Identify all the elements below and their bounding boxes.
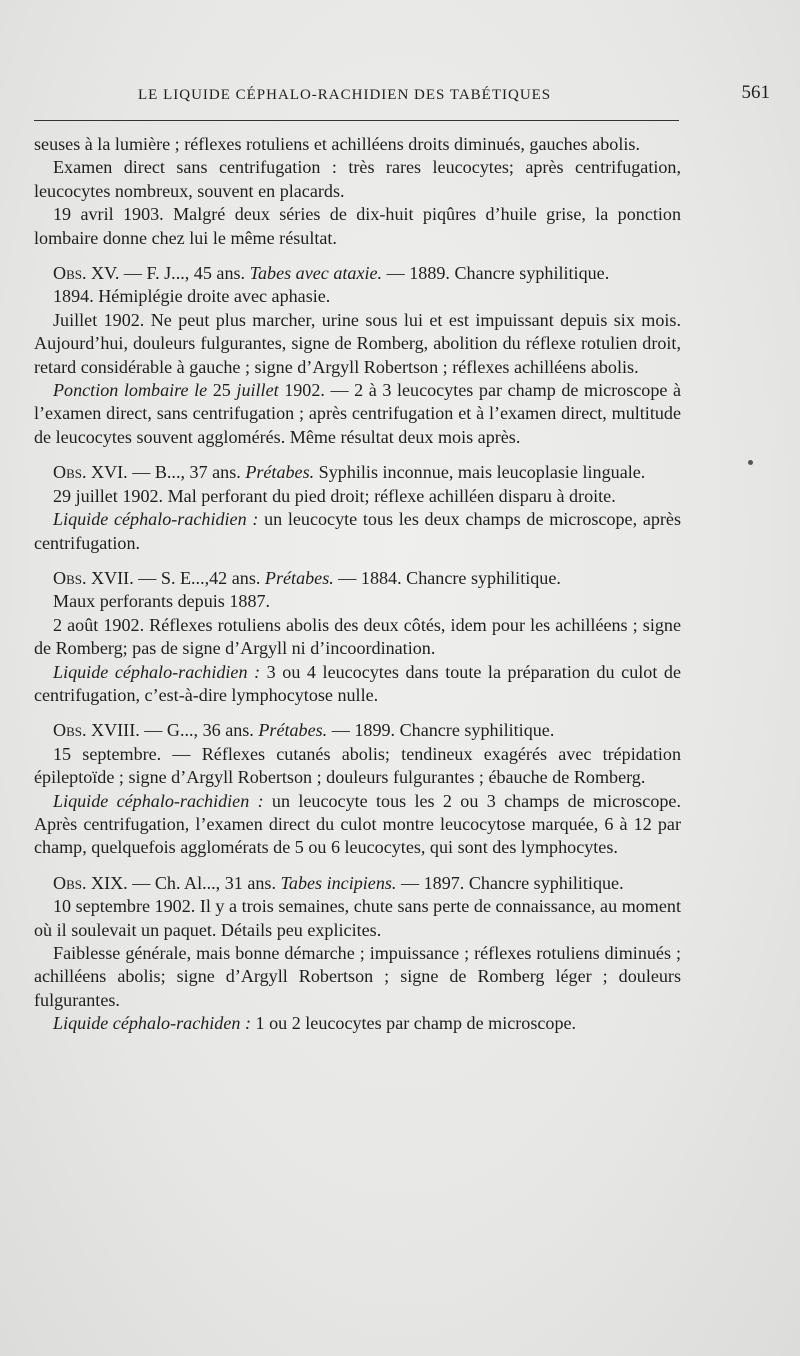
page-number: 561 [741,82,770,103]
page-body [34,133,681,1036]
ink-speck [748,460,753,465]
paragraph: Liquide céphalo-rachiden : 1 ou 2 leucocytes par champ de microscope. [53,1013,577,1034]
paragraph: 29 juillet 1902. Mal perforant du pied droit; réflexe achilléen disparu à droite. [53,485,616,506]
paragraph: Faiblesse générale, mais bonne démarche ; impuissance ; réflexes rotuliens diminués ; achilléens abolis; signe d’Argyll Robertson ; signe de Romberg léger ; douleurs fulgurantes. [34,943,681,1010]
paragraph: seuses à la lumière ; réflexes rotuliens et achilléens droits diminués, gauches abolis. [34,134,640,154]
paragraph: 15 septembre. — Réflexes cutanés abolis; tendineux exagérés avec trépidation épileptoïde ; signe d’Argyll Robertson ; douleurs fulgurantes ; ébauche de Romberg. [34,743,681,788]
diagnosis: Prétabes. [258,720,328,741]
paragraph: Liquide céphalo-rachidien : un leucocyte tous les deux champs de microscope, après centrifugation. [34,509,681,553]
diagnosis: Prétabes. [264,567,334,588]
diagnosis: Tabes incipiens. [280,872,397,893]
observation-label: Obs. XVI. [53,462,128,483]
observation-heading: Obs. XVII. — S. E...,42 ans. Prétabes. — 1884. Chancre syphilitique. [53,567,561,588]
observation-label: Obs. XV. [53,263,120,284]
paragraph: 2 août 1902. Réflexes rotuliens abolis des deux côtés, idem pour les achilléens ; signe de Romberg; pas de signe d’Argyll ni d’incoordination. [34,614,681,659]
paragraph: Maux perforants depuis 1887. [53,591,271,612]
running-title: LE LIQUIDE CÉPHALO-RACHIDIEN DES TABÉTIQUES [138,87,552,103]
observation-heading: Obs. XIX. — Ch. Al..., 31 ans. Tabes incipiens. — 1897. Chancre syphilitique. [53,872,624,893]
observation-label: Obs. XVII. [53,567,134,588]
header-rule [34,120,679,121]
observation-heading: Obs. XV. — F. J..., 45 ans. Tabes avec ataxie. — 1889. Chancre syphilitique. [53,263,610,284]
paragraph: 10 septembre 1902. Il y a trois semaines, chute sans perte de connaissance, au moment où il soulevait un paquet. Détails peu explicites. [34,896,681,940]
observation-heading: Obs. XVI. — B..., 37 ans. Prétabes. Syphilis inconnue, mais leucoplasie linguale. [53,462,646,483]
paragraph: Liquide céphalo-rachidien : un leucocyte tous les 2 ou 3 champs de microscope. Après centrifugation, l’examen direct du culot montre leucocytose marquée, 6 à 12 par champ, quelquefois agglomérats de 5 ou 6 leucocytes, qui sont des lymphocytes. [34,790,681,858]
diagnosis: Tabes avec ataxie. [249,263,383,284]
paragraph: 1894. Hémiplégie droite avec aphasie. [53,286,331,307]
diagnosis: Prétabes. [245,462,315,483]
observation-label: Obs. XIX. [53,872,128,893]
paragraph: 19 avril 1903. Malgré deux séries de dix-huit piqûres d’huile grise, la ponction lombaire donne chez lui le même résultat. [34,204,681,248]
paragraph: Ponction lombaire le 25 juillet 1902. — 2 à 3 leucocytes par champ de microscope à l’examen direct, sans centrifugation ; après centrifugation et à l’examen direct, multitude de leucocytes souvent agglomérés. Même résultat deux mois après. [34,380,682,447]
paragraph: Juillet 1902. Ne peut plus marcher, urine sous lui et est impuissant depuis six mois. Aujourd’hui, douleurs fulgurantes, signe de Romberg, abolition du réflexe rotulien droit, retard considérable à gauche ; signe d’Argyll Robertson ; réflexes achilléens abolis. [34,309,681,377]
observation-heading: Obs. XVIII. — G..., 36 ans. Prétabes. — 1899. Chancre syphilitique. [53,720,555,741]
paragraph: Liquide céphalo-rachidien : 3 ou 4 leucocytes dans toute la préparation du culot de centrifugation, c’est-à-dire lymphocytose nulle. [34,661,681,705]
paragraph: Examen direct sans centrifugation : très rares leucocytes; après centrifugation, leucocytes nombreux, souvent en placards. [34,157,681,201]
observation-label: Obs. XVIII. [53,720,140,741]
page-header [34,80,770,104]
